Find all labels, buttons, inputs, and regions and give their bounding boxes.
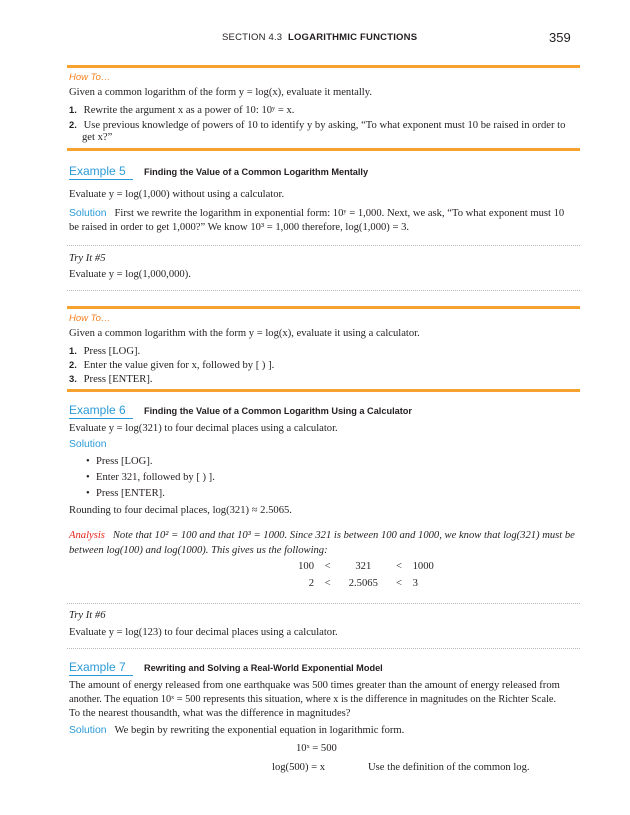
tryit-bottom-rule xyxy=(67,290,580,291)
tryit-top-rule xyxy=(67,603,580,604)
example-label: Example 7 xyxy=(69,660,126,674)
tryit-text: Evaluate y = log(123) to four decimal places using a calculator. xyxy=(69,627,338,638)
equation: 10ˣ = 500 xyxy=(296,743,337,754)
example-label: Example 5 xyxy=(69,164,126,178)
howto-intro: Given a common logarithm of the form y = log(x), evaluate it mentally. xyxy=(69,87,373,98)
example-paragraph-line: another. The equation 10ˣ = 500 represents this situation, where x is the difference in magnitudes on the Richter Scale. xyxy=(69,694,557,705)
tryit-label: Try It #5 xyxy=(69,253,106,264)
howto-step: 1. Press [LOG]. xyxy=(69,345,141,357)
example-title: Rewriting and Solving a Real-World Exponential Model xyxy=(144,663,383,673)
running-header xyxy=(222,32,417,43)
example-paragraph-line: To the nearest thousandth, what was the difference in magnitudes? xyxy=(69,708,351,719)
example-underline xyxy=(69,418,133,419)
howto-label: How To… xyxy=(69,72,111,83)
howto-bottom-rule xyxy=(67,389,580,392)
howto-step: 2. Enter the value given for x, followed by [ ) ]. xyxy=(69,359,275,371)
howto-bottom-rule xyxy=(67,148,580,151)
example-problem: Evaluate y = log(1,000) without using a calculator. xyxy=(69,189,285,200)
rounding-text: Rounding to four decimal places, log(321) ≈ 2.5065. xyxy=(69,505,292,516)
tryit-text: Evaluate y = log(1,000,000). xyxy=(69,269,191,280)
tryit-bottom-rule xyxy=(67,648,580,649)
inequality-row: 100 < 321 < 1000 xyxy=(298,561,434,572)
example-underline xyxy=(69,179,133,180)
howto-step: 1. Rewrite the argument x as a power of 10: 10ʸ = x. xyxy=(69,104,295,116)
solution-label: Solution xyxy=(69,439,107,450)
analysis-label: Analysis xyxy=(69,530,105,541)
analysis-line: Analysis Note that 10² = 100 and that 10³ = 1000. Since 321 is between 100 and 1000, we know that log(321) must be xyxy=(69,530,575,541)
solution-label: Solution xyxy=(69,208,107,219)
page-number: 359 xyxy=(549,30,571,45)
solution-bullet: • Enter 321, followed by [ ) ]. xyxy=(86,472,215,483)
equation-note: Use the definition of the common log. xyxy=(368,762,530,773)
tryit-top-rule xyxy=(67,245,580,246)
howto-step-continued: get x?” xyxy=(82,132,113,143)
solution-bullet: • Press [ENTER]. xyxy=(86,488,165,499)
howto-step: 3. Press [ENTER]. xyxy=(69,373,153,385)
example-paragraph-line: The amount of energy released from one earthquake was 500 times greater than the amount of energy released from xyxy=(69,680,560,691)
solution-line: Solution First we rewrite the logarithm in exponential form: 10ʸ = 1,000. Next, we ask, “To what exponent must 10 xyxy=(69,208,565,219)
section-number: SECTION 4.3 xyxy=(222,32,283,43)
tryit-label: Try It #6 xyxy=(69,610,106,621)
analysis-line: between log(100) and log(1000). This gives us the following: xyxy=(69,545,328,556)
howto-top-rule xyxy=(67,306,580,309)
example-title: Finding the Value of a Common Logarithm Mentally xyxy=(144,167,369,177)
section-title: LOGARITHMIC FUNCTIONS xyxy=(287,32,418,43)
solution-line: Solution We begin by rewriting the exponential equation in logarithmic form. xyxy=(69,725,405,736)
inequality-row: 2 < 2.5065 < 3 xyxy=(308,578,418,589)
example-problem: Evaluate y = log(321) to four decimal places using a calculator. xyxy=(69,423,338,434)
howto-label: How To… xyxy=(69,313,111,324)
howto-intro: Given a common logarithm with the form y = log(x), evaluate it using a calculator. xyxy=(69,328,420,339)
example-label: Example 6 xyxy=(69,403,126,417)
solution-bullet: • Press [LOG]. xyxy=(86,456,153,467)
solution-label: Solution xyxy=(69,725,107,736)
howto-step: 2. Use previous knowledge of powers of 10 to identify y by asking, “To what exponent must 10 be raised in order to xyxy=(69,119,566,131)
example-title: Finding the Value of a Common Logarithm Using a Calculator xyxy=(144,406,412,416)
howto-top-rule xyxy=(67,65,580,68)
equation: log(500) = x xyxy=(272,762,326,773)
solution-line: be raised in order to get 1,000?” We know 10³ = 1,000 therefore, log(1,000) = 3. xyxy=(69,222,410,233)
example-underline xyxy=(69,675,133,676)
